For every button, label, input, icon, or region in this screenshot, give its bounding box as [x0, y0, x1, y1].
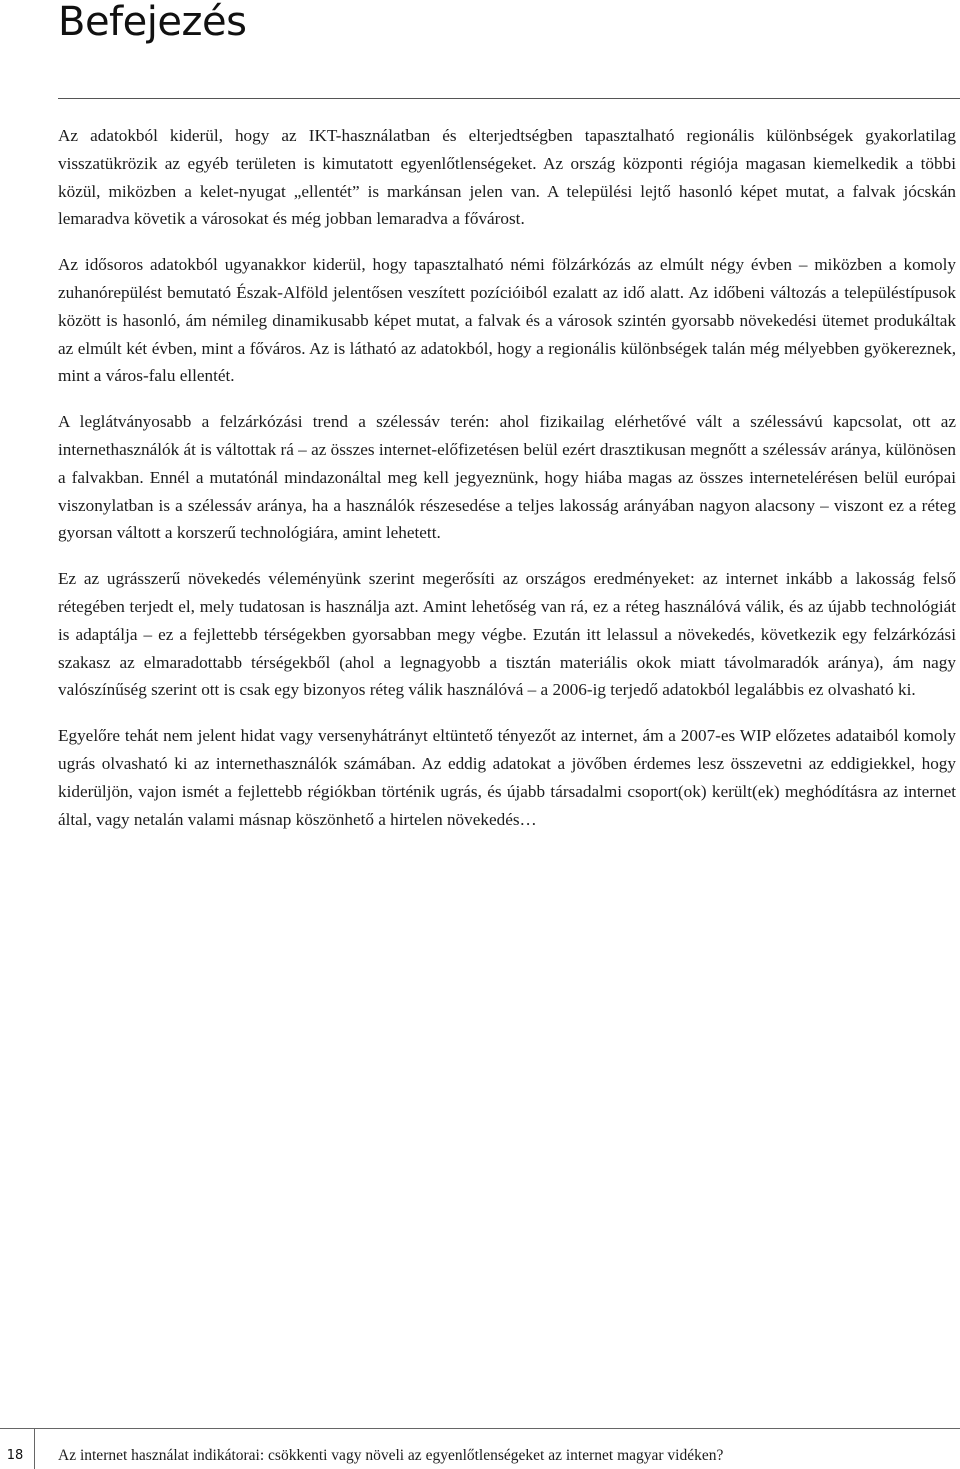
paragraph-2: Az idősoros adatokból ugyanakkor kiderül, hogy tapasztalható némi fölzárkózás az elmúlt négy évben – miközben a komoly zuhanórepülést bemutató Észak-Alföld jelentősen veszített pozícióiból ezalatt az idő alatt. Az időbeni változás a településtípusok között is hasonló, ám némileg dinamikusabb képet mutat, a falvak és a városok szintén gyorsabb növekedési ütemet produkáltak az elmúlt két évben, mint a főváros. Az is látható az adatokból, hogy a regionális különbségek talán még mélyebben gyökereznek, mint a város-falu ellentét. [58, 255, 956, 386]
paragraph-4: Ez az ugrásszerű növekedés véleményünk szerint megerősíti az országos eredményeket: az internet inkább a lakosság felső rétegében terjedt el, mely tudatosan is használja azt. Amint lehetőség van rá, ez a réteg használóvá válik, és az újabb technológiát is adaptálja – ez a fejlettebb térségekben gyorsabban megy végbe. Ezután itt lelassul a növekedés, következik egy felzárkózási szakasz az elmaradottabb térségekből (ahol a legnagyobb a tisztán materiális okok miatt távolmaradók aránya), ám nagy valószínűség szerint ott is csak egy bizonyos réteg válik használóvá – a 2006-ig terjedő adatokból legalábbis ez olvasható ki. [58, 569, 956, 700]
footer-divider [0, 1428, 960, 1429]
running-footer-title: Az internet használat indikátorai: csökkenti vagy növeli az egyenlőtlenségeket az internet magyar vidéken? [58, 1447, 724, 1464]
page-number: 18 [6, 1448, 24, 1463]
page-title: Befejezés [58, 0, 247, 45]
paragraph-5: Egyelőre tehát nem jelent hidat vagy versenyhátrányt eltüntető tényezőt az internet, ám a 2007-es WIP előzetes adataiból komoly ugrás olvasható ki az internethasználók számában. Az eddig adatokat a jövőben érdemes lesz összevetni az eddigiekkel, hogy kiderüljön, vajon ismét a fejlettebb régiókban történik ugrás, és újabb társadalmi csoport(ok) került(ek) meghódításra az internet által, vagy netalán valami másnap köszönhető a hirtelen növekedés… [58, 726, 956, 829]
paragraph-1: Az adatokból kiderül, hogy az IKT-használatban és elterjedtségben tapasztalható regionális különbségek gyakorlatilag visszatükrözik az egyéb területen is kimutatott egyenlőtlenségeket. Az ország központi régiója magasan kiemelkedik a többi közül, miközben a kelet-nyugat „ellentét” is markánsan jelen van. A települési lejtő hasonló képet mutat, a falvak jócskán lemaradva követik a városokat és még jobban lemaradva a fővárost. [58, 126, 956, 229]
title-divider [58, 98, 960, 99]
footer-vertical-divider [34, 1428, 35, 1469]
paragraph-3: A leglátványosabb a felzárkózási trend a szélessáv terén: ahol fizikailag elérhetővé vált a szélessávú kapcsolat, ott az internethasználók át is váltottak rá – az összes internet-előfizetésen belül ezért drasztikusan megnőtt a szélessáv aránya, különösen a falvakban. Ennél a mutatónál mindazonáltal meg kell jegyeznünk, hogy hiába magas az összes internetelérésen belül európai viszonylatban is a szélessáv aránya, ha a használók részesedése a teljes lakosság arányában nagyon alacsony – viszont ez a réteg gyorsan váltott a korszerű technológiára, amint lehetett. [58, 412, 956, 543]
body-text [58, 122, 956, 851]
